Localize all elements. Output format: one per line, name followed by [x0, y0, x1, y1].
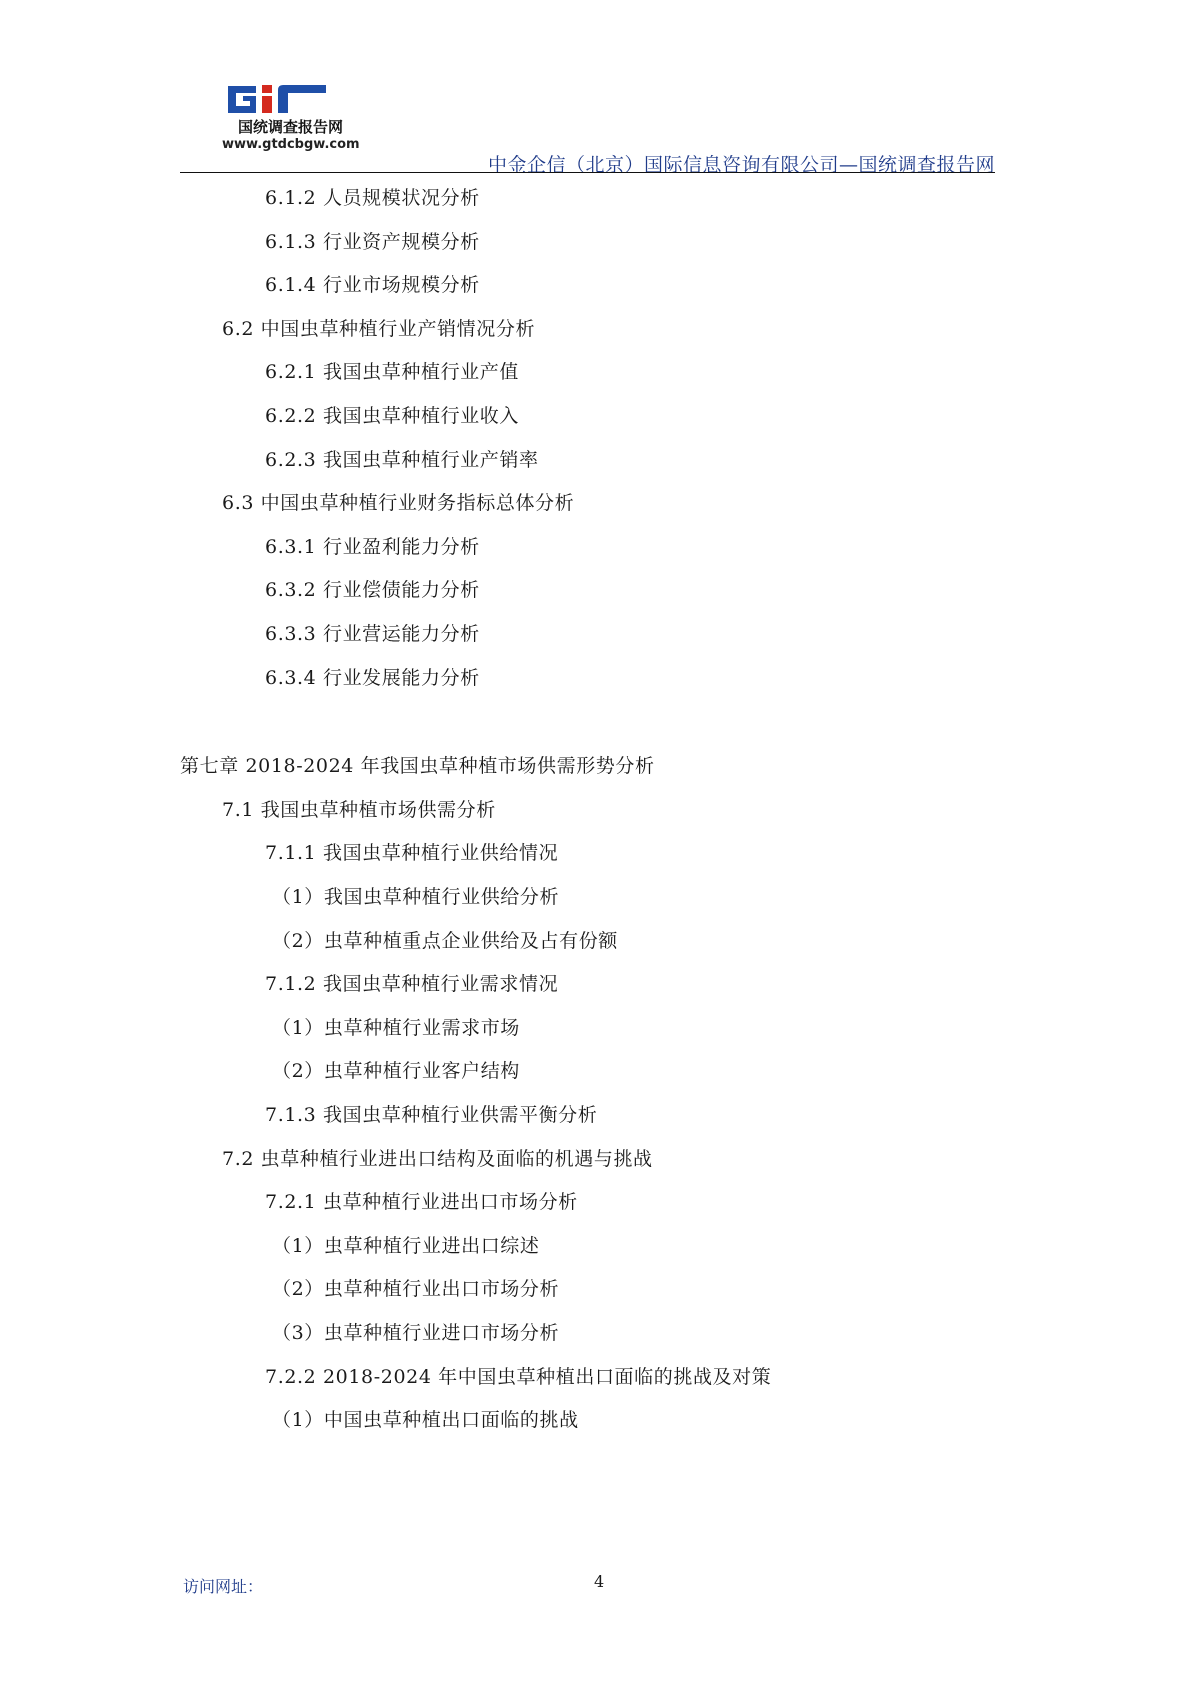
footer-visit-url-label: 访问网址：: [183, 1577, 264, 1596]
logo-url: www.gtdcbgw.com: [222, 137, 360, 152]
toc-entry: （1）虫草种植行业需求市场: [272, 1017, 520, 1039]
toc-entry: 7.1.1 我国虫草种植行业供给情况: [265, 842, 559, 864]
toc-entry: 6.3.3 行业营运能力分析: [265, 623, 480, 645]
toc-entry: 7.1 我国虫草种植市场供需分析: [222, 799, 496, 821]
gir-logo-mark-icon: [226, 82, 346, 116]
toc-entry: 6.1.4 行业市场规模分析: [265, 274, 480, 296]
toc-entry: 7.2.2 2018-2024 年中国虫草种植出口面临的挑战及对策: [265, 1366, 772, 1388]
toc-entry: （2）虫草种植重点企业供给及占有份额: [272, 930, 618, 952]
toc-entry: 6.3.1 行业盈利能力分析: [265, 536, 480, 558]
toc-entry: 6.2.2 我国虫草种植行业收入: [265, 405, 519, 427]
toc-entry: 6.3.4 行业发展能力分析: [265, 667, 480, 689]
toc-entry: （3）虫草种植行业进口市场分析: [272, 1322, 560, 1344]
toc-entry: 7.2 虫草种植行业进出口结构及面临的机遇与挑战: [222, 1148, 653, 1170]
toc-entry: 7.1.2 我国虫草种植行业需求情况: [265, 973, 559, 995]
toc-entry: 7.1.3 我国虫草种植行业供需平衡分析: [265, 1104, 598, 1126]
toc-entry: （1）我国虫草种植行业供给分析: [272, 886, 560, 908]
toc-entry: 6.3 中国虫草种植行业财务指标总体分析: [222, 492, 575, 514]
gtdcbgw-logo: [222, 82, 372, 162]
page-number: 4: [594, 1572, 605, 1591]
toc-entry: （2）虫草种植行业出口市场分析: [272, 1278, 560, 1300]
toc-entry: （2）虫草种植行业客户结构: [272, 1060, 520, 1082]
toc-entry: 7.2.1 虫草种植行业进出口市场分析: [265, 1191, 578, 1213]
company-name: 中金企信（北京）国际信息咨询有限公司—国统调查报告网: [487, 154, 995, 176]
toc-entry: （1）中国虫草种植出口面临的挑战: [272, 1409, 579, 1431]
toc-entry: 6.1.3 行业资产规模分析: [265, 231, 480, 253]
toc-entry: 6.2.3 我国虫草种植行业产销率: [265, 449, 539, 471]
chapter-heading: 第七章 2018-2024 年我国虫草种植市场供需形势分析: [180, 755, 655, 777]
page-header: [0, 0, 1191, 175]
toc-entry: 6.2 中国虫草种植行业产销情况分析: [222, 318, 536, 340]
toc-entry: 6.2.1 我国虫草种植行业产值: [265, 361, 519, 383]
toc-entry: 6.3.2 行业偿债能力分析: [265, 579, 480, 601]
header-divider: [180, 172, 995, 173]
toc-entry: 6.1.2 人员规模状况分析: [265, 187, 480, 209]
logo-text: 国统调查报告网: [238, 118, 344, 136]
toc-entry: （1）虫草种植行业进出口综述: [272, 1235, 540, 1257]
